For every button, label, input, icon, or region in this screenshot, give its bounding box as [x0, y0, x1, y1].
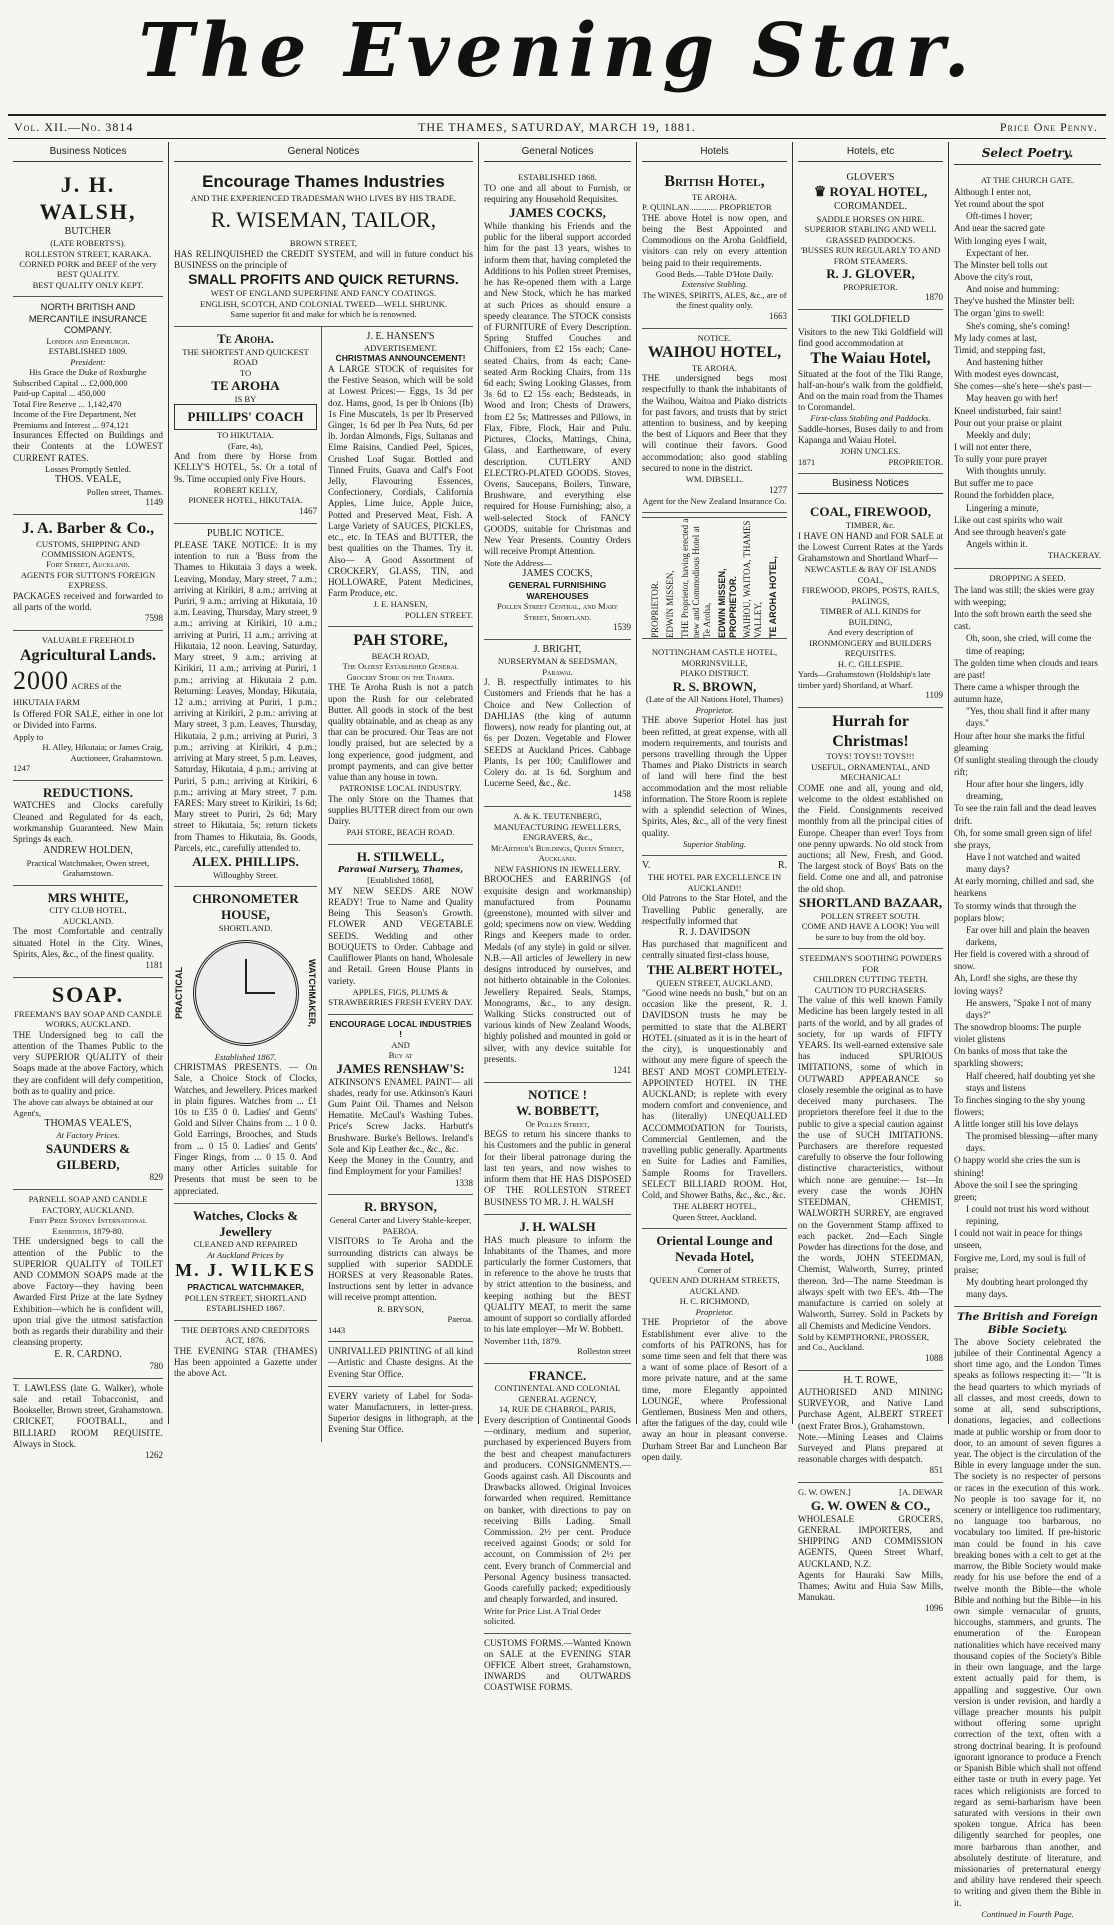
- ad-lawless-tobacconist: T. LAWLESS (late G. Walker), whole sale and retail Tobacconist, and Bookseller, Brown street, Grahamstown. CRICKET, FOOTBALL, and BILLIARD ROOM REQUISITE. Always in Stock. 1262: [13, 1382, 163, 1460]
- poem-line: May heaven go with her!: [966, 393, 1059, 404]
- ad-title: J. A. Barber & Co.,: [21, 520, 155, 537]
- poem-line: The organ 'gins to swell:: [954, 308, 1045, 319]
- poem-line: Oh, for some small green sign of life! she prays,: [954, 827, 1093, 850]
- ad-title: THE DEBTORS AND CREDITORS ACT, 1876.: [181, 1324, 310, 1346]
- partners-row: G. W. OWEN.] [A. DEWAR: [798, 1487, 943, 1498]
- poem-line: But suffer me to pace: [954, 478, 1033, 489]
- poem-line: The land was still; the skies were gray with weeping;: [954, 584, 1095, 608]
- ad-parnell-soap: PARNELL SOAP AND CANDLE FACTORY, AUCKLAND. First Prize Sydney International Exhibition, 1879-80. THE undersigned begs to call the attention of the Public to the SUPERIOR QUALITY of TOILET AND COMMON SOAPS made at the above Factory—they having been Awarded First Prize at the late Sydney Exhibition—which he is confident will, upon trial give the utmost satisfaction both as regards their durability and their cleansing property. E. R. CARDNO. 780: [13, 1190, 163, 1378]
- ad-te-aroha-hotel-rotated: PROPRIETOR. EDWIN MISSEN, THE Proprietor, having erected a new and Commodious Hotel at Te Aroha, EDWIN MISSEN, PROPRIETOR. WAIHOU, WAITOA, THAMES VALLEY, TE AROHA HOTEL,: [642, 517, 787, 639]
- ad-title: SOAP.: [51, 981, 125, 1007]
- column-heading: General Notices: [484, 142, 631, 162]
- poem-line: Far over hill and plain the heaven darkens,: [966, 924, 1090, 947]
- poem-line: Although I enter not,: [954, 186, 1032, 197]
- ad-walsh-butcher: J. H. WALSH, BUTCHER (LATE ROBERTS'S). ROLLESTON STREET, KARAKA. CORNED PORK and BEEF of the very BEST QUALITY. BEST QUALITY ONLY KEPT.: [13, 168, 163, 297]
- ad-france-agency: FRANCE. CONTINENTAL AND COLONIAL GENERAL AGENCY, 14, RUE DE CHABROL, PARIS, Every description of Continental Goods—ordinary, medium and superior, purchased by experienced Buyers from the best and cheapest manufacturers and producers. CONSIGNMENTS.—Goods against cash. All Discounts and Drawbacks allowed. Original Invoices forwarded when required. Remittance on banker, with directions to pay on receiving Bills Lading. Small Commission. 2½ per cent. Produce received against Goods; or sold for account, on Commission of 2½ per cent. Every branch of Commercial and Personal Agency business transacted. Goods carefully packed; expeditiously and cheaply forwarded, and insured. Write for Price List. A Trial Order solicited.: [484, 1364, 631, 1634]
- poem-lines: [954, 186, 1101, 550]
- clock-hand: [245, 992, 275, 994]
- poem-line: The Minster bell tolls out: [954, 259, 1048, 270]
- poem-title: AT THE CHURCH GATE.: [980, 174, 1075, 185]
- ad-title: PUBLIC NOTICE.: [206, 527, 285, 539]
- poem-line: "Yes, thou shall find it after many days.": [966, 706, 1091, 729]
- poem-line: The snowdrop blooms: The purple violet glistens: [954, 1021, 1081, 1045]
- poem-line: To sully your pure prayer: [954, 454, 1048, 465]
- clock-hand: [245, 959, 247, 993]
- poem-line: And hastening hither: [966, 356, 1044, 367]
- ad-hansen: J. E. HANSEN'S ADVERTISEMENT. CHRISTMAS ANNOUNCEMENT! A LARGE STOCK of requisites for the Festive Season, which will be sold at Lowest Prices:— Eggs, 1s 3d per doz. Hams, good, 1s per lb Onions (Ib) 1s Fine Muscatels, 1s per lb Preserved Ginger, 1s 6d per lb Pea Nuts, 6d per lb. Jordan Almonds, Figs, Sultanas and Elme Raisins, Candied Peel, Spices, Crushed Loaf Sugar. Bottled and Tinned Fruits, Guava and Calf's Foot Jelly, Flavouring Essences, Confectionery, Cordials, California Apples, Lime Juice, Apple Juice, Potted and Preserved Meat, Fish. A Large Variety of SAUCES, PICKLES, etc., etc. In TEAS and BUTTER, the best qualities on the Thames. Try it. Also— A Good Assortment of CROCKERY, GLASS, TIN, and HOLLOWARE, Patent Medicines, Farm Produce, etc. J. E. HANSEN, POLLEN STREET.: [328, 327, 473, 628]
- poem-line: He answers, "Spake I not of many days?": [966, 997, 1092, 1020]
- poem-line: O happy world she cries the sun is shining!: [954, 1155, 1081, 1178]
- ad-wilkes-watchmaker: Watches, Clocks & Jewellery CLEANED AND REPAIRED At Auckland Prices by M. J. WILKES PRACTICAL WATCHMAKER, POLLEN STREET, SHORTLAND ESTABLISHED 1867.: [174, 1204, 317, 1321]
- ad-title: NORTH BRITISH AND MERCANTILE INSURANCE COMPANY.: [28, 301, 148, 336]
- dateline-rule: [8, 138, 1106, 139]
- article-bible-society: [954, 1307, 1101, 1925]
- volume-number: Vol. XII.—No. 3814: [14, 120, 134, 134]
- ad-title: MRS WHITE,: [47, 889, 129, 905]
- column-heading: General Notices: [174, 142, 473, 162]
- article-title: The British and Foreign Bible Society.: [957, 1311, 1098, 1336]
- poem-line: The promised blessing—after many days.: [966, 1131, 1098, 1154]
- continued-note: Continued in Fourth Page.: [981, 1908, 1074, 1919]
- poem-line: To see the rain fall and the dead leaves drift.: [954, 803, 1097, 826]
- ad-albert-hotel: V. R. THE HOTEL PAR EXCELLENCE IN AUCKLAND!! Old Patrons to the Star Hotel, and the Travelling Public generally, are respectfully informed that R. J. DAVIDSON Has purchased that magnificent and centrally situated first-class house, THE ALBERT HOTEL, QUEEN STREET, AUCKLAND. "Good wine needs no bush," but on an occasion like the present, R. J. DAVIDSON trusts he may be permitted to state that the ALBERT HOTEL (situated as it is in the heart of the city), is unquestionably and without any mere figure of speech the BEST AND MOST COMPLETELY-APPOINTED HOTEL IN THE AUCKLAND; is replete with every modern comfort and convenience, and has (literally) UNEQUALLED ACCOMMODATION for Tourists, Commercial Gentlemen, and the travelling public generally. Apartments en Suite for Ladies and Families, Sample Rooms for Travellers. SELECT BILLIARD ROOM. Hot, Cold, and Shower Baths, &c., &c., &c. THE ALBERT HOTEL, Queen Street, Auckland.: [642, 856, 787, 1229]
- poem-line: Of sunlight stealing through the cloudy rift;: [954, 754, 1099, 777]
- ad-title: JAMES COCKS,: [509, 205, 606, 221]
- poem-line: Forgive me, Lord, my soul is full of praise;: [954, 1252, 1086, 1275]
- poem-line: Timid, and stepping fast,: [954, 344, 1046, 355]
- ad-title: R. BRYSON,: [364, 1199, 437, 1215]
- poem-line: With thoughts unruly.: [966, 466, 1046, 477]
- ad-title: COAL, FIREWOOD,: [810, 504, 931, 520]
- poem-line: Above the soil I see the springing green;: [954, 1179, 1078, 1202]
- poem-line: The golden time when clouds and tears are past!: [954, 657, 1098, 680]
- ad-rowe-surveyor: H. T. ROWE, AUTHORISED AND MINING SURVEYOR, and Native Land Purchase Agent, ALBERT STREET (next Frater Bros.), Grahamstown. Note.—Mining Leases and Claims Surveyed and Plans prepared at reasonable charges with despatch. 851: [798, 1371, 943, 1484]
- ad-walsh-notice: J. H. WALSH HAS much pleasure to inform the Inhabitants of the Thames, and more particularly the former Customers, that in reference to the above he trusts that by strict attention to the business, and keeping nothing but the BEST QUALITY MEAT, to merit the same amount of support so cordially afforded to his late employer—Mr W. Bobbett. November 11th, 1879. Rolleston street: [484, 1215, 631, 1364]
- poem-line: I could not trust his word without repining,: [966, 1204, 1090, 1227]
- poem-line: Kneel undisturbed, fair saint!: [954, 405, 1062, 416]
- ad-title: Watches, Clocks & Jewellery: [192, 1207, 299, 1239]
- ad-bobbett-notice: NOTICE ! W. BOBBETT, Of Pollen Street, BEGS to return his sincere thanks to his Customers and the public in general for their liberal patronage during the last ten years, and now wishes to inform them that HE HAS DISPOSED OF THE ROLLESTON STREET BUSINESS TO MR. J. H. WALSH: [484, 1083, 631, 1215]
- poem-line: On banks of moss that take the sparkling showers;: [954, 1046, 1068, 1069]
- price: Price One Penny.: [999, 120, 1098, 134]
- ad-title: Te Aroha.: [217, 330, 274, 346]
- poem-line: Oft-times I hover;: [966, 211, 1033, 222]
- poem-line: I will not enter there,: [954, 441, 1032, 452]
- ad-city-club-hotel: MRS WHITE, CITY CLUB HOTEL, AUCKLAND. The most Comfortable and centrally situated Hotel in the City. Wines, Spirits, Ales, &c., of the finest quality. 1181: [13, 886, 163, 978]
- poem-line: Like out cast spirits who wait: [954, 514, 1063, 525]
- ad-title: J. E. HANSEN'S: [366, 330, 435, 342]
- ad-title: G. W. OWEN & CO.,: [810, 1497, 931, 1513]
- ad-soap: SOAP. FREEMAN'S BAY SOAP AND CANDLE WORKS, AUCKLAND. THE Undersigned beg to call the attention of the Thames Public to the very SUPERIOR QUALITY of their Soaps made at the above Factory, which they are confident will defy competition, both as to quality and price. The above can always be obtained at our Agent's, THOMAS VEALE'S, At Factory Prices. SAUNDERS & GILBERD, 829: [13, 978, 163, 1190]
- issue-date: THE THAMES, SATURDAY, MARCH 19, 1881.: [418, 120, 696, 134]
- ad-renshaw: ENCOURAGE LOCAL INDUSTRIES ! AND Buy at JAMES RENSHAW'S: ATKINSON'S ENAMEL PAINT— all shades, ready for use. Atkinson's Kauri Gum Paint Oil. Thames and Nelson Hematite. McCaul's Washing Tubes. Price's Screw Jacks. Harbutt's Brushware. Burke's Bellows. Ireland's Sole and Kip Leather &c., &c., &c. Keep the Money in the Country, and find Employment for your Families! 1338: [328, 1015, 473, 1196]
- poem-line: And noise and humming:: [966, 284, 1060, 295]
- ad-title: Encourage Thames Industries: [202, 172, 445, 192]
- ad-british-hotel: British Hotel, TE AROHA. P. QUINLAN ............ PROPRIETOR THE above Hotel is now open, and being the Best Appointed and Commodious on the Aroha Goldfield, visitors can rely on every attention being paid to their requirements. Good Beds.—Table D'Hote Daily. Extensive Stabling. The WINES, SPIRITS, ALES, &c., are of the finest quality only. 1663: [642, 168, 787, 328]
- poem-line: Yet round about the spot: [954, 199, 1044, 210]
- ad-title: ENCOURAGE LOCAL INDUSTRIES !: [329, 1018, 472, 1040]
- ad-title: Agricultural Lands.: [19, 646, 156, 664]
- vr-row: V. R.: [642, 860, 787, 872]
- ad-title: ♛ ROYAL HOTEL,: [813, 184, 928, 201]
- poem-line: And see through heaven's gate: [954, 526, 1066, 537]
- poem-line: Hour after hour she lingers, idly dreaming,: [966, 779, 1084, 802]
- ad-oriental-lounge: Oriental Lounge and Nevada Hotel, Corner of QUEEN AND DURHAM STREETS, AUCKLAND. H. C. RICHMOND, Proprietor. THE Proprietor of the above Establishment ever alive to the comforts of his PATRONS, has for some time seen and felt that there was a want of some place of Resort of a more private nature, and at the same time, more Elegantly appointed LOUNGE, where Professional Gentlemen, Business Men and others, after the fatigues of the day, could wile away an hour in pleasant converse. Durham Street Bar and Luncheon Bar open daily.: [642, 1233, 787, 1462]
- poem-line: Pour out your praise or plaint: [954, 417, 1062, 428]
- poem-line: Ah, Lord! she sighs, are these thy loving ways?: [954, 973, 1078, 996]
- poem-line: She's coming, she's coming!: [966, 320, 1070, 331]
- ad-coal-firewood: COAL, FIREWOOD, TIMBER, &c. I HAVE ON HAND and FOR SALE at the Lowest Current Rates at the Yards Grahamstown and Shortland Wharf— NEWCASTLE & BAY OF ISLANDS COAL, FIREWOOD, PROPS, POSTS, RAILS, PALINGS, TIMBER of ALL KINDS for BUILDING, And every description of IRONMONGERY and BUILDERS REQUISITES. H. C. GILLESPIE. Yards—Grahamstown (Holdship's late timber yard) Shortland, at Wharf. 1109: [798, 500, 943, 708]
- poem-line: And near the sacred gate: [954, 223, 1045, 234]
- dateline: [8, 118, 1106, 136]
- poem-line: Expectant of her.: [966, 247, 1029, 258]
- watch-illustration-row: PRACTICAL WATCHMAKER,: [174, 934, 317, 1052]
- newspaper-title: The Evening Star.: [138, 8, 976, 94]
- masthead: [0, 0, 1114, 112]
- ad-teutenberg-jewellers: A. & K. TEUTENBERG, MANUFACTURING JEWELLERS, ENGRAVERS, &c., McArthur's Buildings, Queen Street, Auckland. NEW FASHIONS IN JEWELLERY. BROOCHES and EARRINGS (of exquisite design and workmanship) manufactured from Pounamu (greenstone), mounted with silver and gold; specimens now on view. Wedding Rings and Keepers made to order. Medals (of any style) in gold or silver. N.B.—All articles of Jewellery in new designs introduced by ourselves, and not hitherto obtainable in the Colonies. Jewellery Repaired. Seals, Stamps, Monograms, &c., to any design. Walking Sticks constructed out of various kinds of New Zealand Woods, highly polished and mounted in gold or silver, with any device suitable for presents. 1241: [484, 807, 631, 1083]
- poem-line: At early morning, chilled and sad, she hearkens: [954, 876, 1094, 899]
- poem-line: Into the soft brown earth the seed she cast.: [954, 609, 1092, 632]
- ad-stilwell-nursery: H. STILWELL, Parawai Nursery, Thames, [Established 1868], MY NEW SEEDS ARE NOW READY! True to Name and Quality Being This Season's Growth. FLOWER AND VEGETABLE SEEDS. Wedding and other BOUQUETS to Order. Cabbage and Cauliflower Plants on hand, Wholesale and Retail. Green House Plants in variety. APPLES, FIGS, PLUMS & STRAWBERRIES FRESH EVERY DAY.: [328, 845, 473, 1015]
- poem-line: My doubting heart prolonged thy many days.: [966, 1276, 1088, 1300]
- ad-title: NOTICE !: [528, 1087, 587, 1103]
- poem-line: Angels within it.: [966, 539, 1028, 550]
- poem-dropping-a-seed: [954, 569, 1101, 1308]
- ad-nottingham-castle-hotel: NOTTINGHAM CASTLE HOTEL, MORRINSVILLE, PIAKO DISTRICT. R. S. BROWN, (Late of the All Nations Hotel, Thames) Proprietor. THE above Superior Hotel has just been refitted, at great expense, with all modern requirements, and tourists and persons travelling through the Upper Thames and Piako Districts in search of land will here find the best accommodation and the most reliable information. The Store Room is replete with a splendid selection of Wines, Spirits, Ales, &c., all of the very finest quality. Superior Stabling.: [642, 643, 787, 856]
- column-select-poetry: [949, 142, 1106, 1919]
- column-hotels-etc: [793, 142, 948, 1614]
- poem-line: Have I not watched and waited many days?: [966, 851, 1081, 875]
- poem-line: To finches singing to the shy young flowers;: [954, 1094, 1086, 1117]
- poem-line: A little longer still his love delays: [954, 1119, 1079, 1130]
- ad-agricultural-lands: VALUABLE FREEHOLD Agricultural Lands. 2000 ACRES of the HIKUTAIA FARM Is Offered FOR SALE, either in one lot or Divided into Farms. Apply to H. Alley, Hikutaia; or James Craig, Auctioneer, Grahamstown. 1247: [13, 631, 163, 780]
- poem-line: Hour after hour she marks the fitful gleaming: [954, 730, 1085, 753]
- ad-bryson: R. BRYSON, General Carter and Livery Stable-keeper, PAEROA. VISITORS to Te Aroha and the surrounding districts can always be supplied with superior SADDLE HORSES at very Reasonable Rates. Instructions sent by letter in advance will receive prompt attention. R. BRYSON, Paeroa. 1443: [328, 1195, 473, 1342]
- ad-te-aroha-coach: Te Aroha. THE SHORTEST AND QUICKEST ROAD TO TE AROHA IS BY PHILLIPS' COACH TO HIKUTAIA. (Fare, 4s), And from there by Horse from KELLY'S HOTEL, 5s. Or a total of 9s. Time occupied only Five Hours. ROBERT KELLY, PIONEER HOTEL, HIKUTAIA. 1467: [174, 327, 317, 524]
- poem-line: Her field is covered with a shroud of snow.: [954, 949, 1089, 972]
- ad-title: PARNELL SOAP AND CANDLE FACTORY, AUCKLAND.: [28, 1194, 148, 1215]
- ad-printing: UNRIVALLED PRINTING of all kind —Artistic and Chaste designs. At the Evening Star Office.: [328, 1342, 473, 1387]
- column-business-notices: [8, 142, 168, 1460]
- column-subheading: Business Notices: [798, 474, 943, 494]
- ad-labels: EVERY variety of Label for Soda-water Manufacturers, in letter-press. Superior designs in lithograph, at the Evening Star Office.: [328, 1390, 473, 1435]
- ad-title: J. H. WALSH: [519, 1218, 596, 1234]
- ad-title: Hurrah for Christmas!: [832, 713, 909, 750]
- ad-title: H. STILWELL,: [356, 848, 445, 864]
- column-general-notices-right: [479, 142, 636, 1693]
- ad-royal-hotel: GLOVER'S ♛ ROYAL HOTEL, COROMANDEL. SADDLE HORSES ON HIRE. SUPERIOR STABLING AND WELL GRASSED PADDOCKS. 'BUSSES RUN REGULARLY TO AND FROM STEAMERS. R. J. GLOVER, PROPRIETOR. 1870: [798, 168, 943, 310]
- poem-line: Oh, soon, she cried, will come the time of reaping;: [966, 633, 1092, 656]
- poem-line: Above the city's rout,: [954, 271, 1033, 282]
- ad-title: A. & K. TEUTENBERG,: [513, 811, 602, 822]
- ad-public-notice: PUBLIC NOTICE. PLEASE TAKE NOTICE: It is my intention to run a 'Buss from the Thames to Hikutaia 3 days a week. Leaving, Monday, Mary street, 7 a.m.; arriving at Kirikiri, 8 a.m.; arriving at Puriri, 9 a.m.; arriving at Hikutaia, 10 a.m. Leaving, Thursday, Mary street, 9 a.m.; arriving at Kirikiri, 10 a.m.; arriving at Puriri, 11 a.m.; arriving at Hikutaia, 12 noon. Leaving, Saturday, Mary street, 9 a.m.; arriving at Kirikiri, 11 a.m.; arriving at Puriri, 1 p.m.; arriving at Hikutaia 2 p.m. Returning: Leaves, Monday, Hikutaia, 12 a.m.; arriving at Puriri, 1 p.m.; arriving at Kirikiri, 2 p.m.: arriving at Mary street, 3 p.m. Leaves, Thursday, Hikutaia, 2 p.m.; arriving at Puriri, 3 p.m.; arriving at Kirikiri, 4 p.m.; arriving at Mary street, 5 p.m. Leaves, Saturday, Hikutaia, 4 p.m.; arriving at Puriri, 5 p.m.; arriving at Kirikiri, 6 p.m.; arriving at Mary street, 7 p.m. FARES: Mary street to Kirikiri, 1s 6d; Mary street to Puriri, 2s 6d; Mary street to Hikutaia, 5s; return tickets from Thames to Hikutaia, 8s. Goods, Parcels, etc., carefully attended to. ALEX. PHILLIPS. Willoughby Street.: [174, 524, 317, 888]
- poem-line: Meekly and duly;: [966, 429, 1031, 440]
- two-column-block: [174, 327, 473, 1442]
- ad-shortland-bazaar: Hurrah for Christmas! TOYS! TOYS!! TOYS!!! USEFUL, ORNAMENTAL, AND MECHANICAL! COME one and all, young and old, welcome to the oldest established on the Field. Consignments received monthly from all the principal cities of Europe. Cheaper than ever! Toys from one penny upwards. No old stock from auctions; all New, Fresh, and Good. The largest stock of Boys' Bats on the field. Come one and all, and patronise the old shop. SHORTLAND BAZAAR, POLLEN STREET SOUTH. COME AND HAVE A LOOK! You will be sure to buy from the old boy.: [798, 708, 943, 949]
- ad-barber-customs: J. A. Barber & Co., CUSTOMS, SHIPPING AND COMMISSION AGENTS, Fort Street, Auckland. AGENTS FOR SUTTON'S FOREIGN EXPRESS. PACKAGES received and forwarded to all parts of the world. 7598: [13, 515, 163, 631]
- poem-author: THACKERAY.: [1047, 550, 1101, 561]
- column-heading: Business Notices: [13, 142, 163, 162]
- ad-debtors-act: THE DEBTORS AND CREDITORS ACT, 1876. THE EVENING STAR (THAMES) Has been appointed a Gazette under the above Act.: [174, 1324, 318, 1379]
- ad-chronometer-house: CHRONOMETER HOUSE, SHORTLAND. PRACTICAL WATCHMAKER, Established 1867. CHRISTMAS PRESENTS. — On Sale, a Choice Stock of Clocks, Watches, and Jewellery. Prices marked in plain figures. Watches from ... £1 10s to £35 0 0. Ladies' and Gents' Gold and Silver Chains from ... 1 0 0. Gold Earrings, Brooches, and Studs from ... 0 15 0. Ladies' and Gents' Finger Rings, from ... 0 15 0. And many other Articles suitable for Presents that must be seen to be appreciated.: [174, 887, 317, 1203]
- sub-column-left: [174, 327, 322, 1442]
- ad-title: NOTTINGHAM CASTLE HOTEL,: [651, 647, 778, 658]
- ad-title: J. BRIGHT,: [533, 644, 582, 656]
- poem-line: They've hushed the Minster bell:: [954, 296, 1075, 307]
- poem-line: My lady comes at last,: [954, 332, 1037, 343]
- column-heading: Select Poetry.: [954, 142, 1101, 165]
- ad-title: The Waiau Hotel,: [810, 350, 931, 367]
- column-hotels: [637, 142, 792, 1462]
- article-body: The above Society celebrated the jubilee of their Continental Agency a short time ago, and the London Times speaks as follows respecting it:— "It is the head quarters to which myriads of all classes, and most creeds, down to some at all, send subscriptions, donations, legacies, and collections made at public worship or from door to door, to an amount of seven figures a year. The object is the circulation of the Bible in every language under the sun. The society is no respecter of persons or races in the execution of this work. No people is too savage for it, no scenery or intelligence too rudimentary, no language too barbarous, no vocabulary too limited. If pre-historic man could be found in his cave breaking bones with a celt to get at the marrow, the Bible Society would make ready for his use before the end of a twelve month the Bible—the whole Bible and nothing but the Bible—in his own simple vernacular of grunts, hiccoughs, stammers, and grunts. The enumeration of the European nationalities which have received many thousand copies of the Society's Bible in their own language, and the large extent actually paid for them, is appalling and suggestive. Our own version is under revision, and hardly a village preacher mounts his pulpit without offering some upright correction of the text, often with a strong doctrinal bearing. It is profound ignorant ignorance to produce a French or Spanish Bible which shall not offend either taste or truth in every page. Yet races which religionists are forced to regard as semi-barbarism have been saturated with versions in their own spoken tongue. Africa has been diligently searched for peoples, one more barbarous than another, and absolutely destitute of literature, and missionaries of preternatural energy and ability have rendered their speech to writing and given them the Bible in it.: [954, 1336, 1101, 1908]
- poem-line: Lingering a minute,: [966, 502, 1039, 513]
- ad-title: British Hotel,: [664, 173, 765, 191]
- column-general-notices-left: [169, 142, 478, 1435]
- poem-line: I could not wait in peace for things unseen,: [954, 1228, 1083, 1251]
- ad-wiseman-tailor: Encourage Thames Industries AND THE EXPERIENCED TRADESMAN WHO LIVES BY HIS TRADE. R. WISEMAN, TAILOR, BROWN STREET, HAS RELINQUISHED the CREDIT SYSTEM, and will in future conduct his BUSINESS on the principle of SMALL PROFITS AND QUICK RETURNS. WEST OF ENGLAND SUPERFINE AND FANCY COATINGS. ENGLISH, SCOTCH, AND COLONIAL TWEED—WELL SHRUNK. Same superior fit and make for which he is renowned.: [174, 168, 473, 327]
- poem-lines: [954, 584, 1101, 1300]
- ad-customs-forms: CUSTOMS FORMS.—Wanted Known on SALE at the EVENING STAR OFFICE Albert street, Grahamstown, INWARDS and OUTWARDS COASTWISE FORMS.: [484, 1637, 631, 1693]
- ad-steedman-powders: STEEDMAN'S SOOTHING POWDERS FOR CHILDREN CUTTING TEETH. CAUTION TO PURCHASERS. The value of this well known Family Medicine has been largely tested in all parts of the world, and by all grades of society, for up wards of FIFTY YEARS. Its well-earned extensive sale has induced SPURIOUS IMITATIONS, some of which in OUTWARD APPEARANCE so closely resemble the original as to have deceived many purchasers. The proprietors therefore feel it due to the public to give a special caution against the use of SUCH IMITATIONS. Purchasers are therefore requested carefully to observe the four following distinctive characteristics, without which none are genuine:— 1st—In every case the words JOHN STEEDMAN, CHEMIST, WALWORTH SURREY, are engraved on the Government Stamp affixed to each packet. 2nd—Each Single Powder has directions for the dose, and the words, JOHN STEEDMAN, Chemist, Walworth, Surrey, printed thereon. 3rd—The name Steedman is always spelt with two EE's. 4th—The manufacture is carried on solely at Walworth, Surrey. Sold in Packets by all Chemists and Medicine Vendors. Sold by KEMPTHORNE, PROSSER, and Co., Auckland. 1088: [798, 949, 943, 1370]
- poem-line: With modest eyes downcast,: [954, 369, 1059, 380]
- poem-title: DROPPING A SEED.: [989, 572, 1066, 583]
- poem-line: There came a whisper through the autumn haze,: [954, 682, 1080, 705]
- ad-title: WAIHOU HOTEL,: [647, 344, 782, 362]
- ad-title: H. T. ROWE,: [843, 1374, 898, 1386]
- ad-title: PAH STORE,: [353, 632, 448, 650]
- ad-title: STEEDMAN'S SOOTHING POWDERS: [799, 953, 942, 964]
- sig-row: 1871 PROPRIETOR.: [798, 456, 943, 467]
- ad-title: Oriental Lounge and Nevada Hotel,: [656, 1233, 773, 1264]
- ad-waiau-hotel: TIKI GOLDFIELD Visitors to the new Tiki Goldfield will find good accommodation at The Waiau Hotel, Situated at the foot of the Tiki Range, half-an-hour's walk from the goldfield, And on the main road from the Thames to Coromandel. First-class Stabling and Paddocks. Saddle-horses, Buses daily to and from Kapanga and Waiau Hotel. JOHN UNCLES. 1871 PROPRIETOR.: [798, 310, 943, 474]
- ad-waihou-hotel: NOTICE. WAIHOU HOTEL, TE AROHA. THE undersigned begs most respectfully to thank the inhabitants of the Waihou, Waitoa and Piako districts for past favors, and trusts that by strict attention to business, and by keeping the best of Liquors and Beer that they will continue their favors. Good accommodation; also good stabling secured to none in the district. WM. DIBSELL. 1277 Agent for the New Zealand Insurance Co.: [642, 329, 787, 513]
- ad-title: J. H. WALSH,: [39, 172, 137, 225]
- poem-line: Half cheered, half doubting yet she stays and listens: [966, 1070, 1096, 1093]
- poem-line: She comes—she's here—she's past—: [954, 381, 1092, 392]
- poem-line: Round the forbidden place,: [954, 490, 1055, 501]
- ad-pah-store: PAH STORE, BEACH ROAD, The Oldest Established General Grocery Store on the Thames. THE Te Aroha Rush is not a patch upon the Rush for our celebrated Butter. All goods in stock of the best quality obtainable, and as cheap as any that can be procured. Our Teas are not loudly praised, but are selected by a long experience, good judgment, and prompt payments, and can give better value than any house in town. PATRONISE LOCAL INDUSTRY. The only Store on the Thames that supplies BUTTER direct from our own Dairy. PAH STORE, BEACH ROAD.: [328, 627, 473, 845]
- poem-line: To stormy winds that through the poplars blow;: [954, 900, 1077, 923]
- column-heading: Hotels: [642, 142, 787, 162]
- ad-owen-grocers: G. W. OWEN.] [A. DEWAR G. W. OWEN & CO., WHOLESALE GROCERS, GENERAL IMPORTERS, and SHIPPING AND COMMISSION AGENTS, Queen Street Wharf, AUCKLAND, N.Z. Agents for Hauraki Saw Mills, Thames; Awitu and Huia Saw Mills, Manukau. 1096: [798, 1487, 943, 1614]
- poem-at-the-church-gate: [954, 171, 1101, 569]
- ad-title: CHRONOMETER HOUSE,: [192, 891, 299, 923]
- ad-reductions: REDUCTIONS. WATCHES and Clocks carefully Cleaned and Regulated for 4s each, workmanship Guaranteed. New Main Springs 4s each. ANDREW HOLDEN, Practical Watchmaker, Owen street, Grahamstown.: [13, 781, 163, 886]
- ad-north-british-insurance: NORTH BRITISH AND MERCANTILE INSURANCE COMPANY. London and Edinburgh. ESTABLISHED 1809. President: His Grace the Duke of Roxburghe Subscribed Capital ... £2,000,000 Paid-up Capital ... 450,000 Total Fire Reserve ... 1,142,470 Income of the Fire Department, Net Premiums and Interest ... 974,121 Insurances Effected on Buildings and their Contents at the LOWEST CURRENT RATES. Losses Promptly Settled. THOS. VEALE, Pollen street, Thames. 1149: [13, 297, 163, 515]
- sub-column-right: [328, 327, 473, 1442]
- pocket-watch-icon: [193, 940, 299, 1046]
- ad-title: REDUCTIONS.: [43, 784, 133, 800]
- column-heading: Hotels, etc: [798, 142, 943, 162]
- ad-james-cocks: ESTABLISHED 1868. TO one and all about to Furnish, or requiring any Household Requisites. JAMES COCKS, While thanking his Friends and the public for the liberal support accorded him for the past 13 years, wishes to inform them that, having completed the Additions to his Pollen street Premises, he has Re-opened them with a Large and New Stock, which he has marked at such Prices as should ensure a speedy clearance. The STOCK consists of FURNITURE of Every Description. Spring Stuffed Couches and Chiffoniers, from £2 15s each; Cane-seated Chairs, from 4s each; Cane-seated Arm Rocking Chairs, from 11s 6d each; Swing Looking Glasses, from 3s 6d to £2 15s each; Bedsteads, in Wood and Iron; Chests of Drawers, from £2 5s; Mattresses and Pillows, in Flax, Fibre, Flock, Hair and Pulu. Pictures, Clocks, Mattings, China, Glass, and Earthenware, of every description. CUTLERY AND ELECTRO-PLATED GOODS. Stoves, Ovens, Saucepans, Boilers, Tinware, Brushware, and everything else required for House Furnishing; also, a well-selected Stock of FANCY GOODS, suitable for Christmas and New Year Presents. Country Orders will receive Prompt Attention. Note the Address— JAMES COCKS, GENERAL FURNISHING WAREHOUSES Pollen Street Central, and Mary Street, Shortland. 1539: [484, 168, 631, 640]
- crown-icon: ♛: [813, 185, 827, 201]
- ad-title: FRANCE.: [528, 1367, 587, 1383]
- ad-title: THE ALBERT HOTEL,: [646, 961, 783, 977]
- masthead-rule: [8, 114, 1106, 116]
- ad-bright-nursery: J. BRIGHT, NURSERYMAN & SEEDSMAN, Parawai. J. B. respectfully intimates to his Customers and Friends that he has a Choice and New Collection of DAHLIAS (the king of autumn flowers), now ready for planting out, at 6s per Dozen. Vegetable and Flower SEEDS at Auckland Prices. Cabbage Plants, 1s per 100; Cauliflower and Colery do. at 1s 6d. Sorghum and Lucerne Seed, &c., &c. 1458: [484, 640, 631, 807]
- poem-line: With longing eyes I wait,: [954, 235, 1047, 246]
